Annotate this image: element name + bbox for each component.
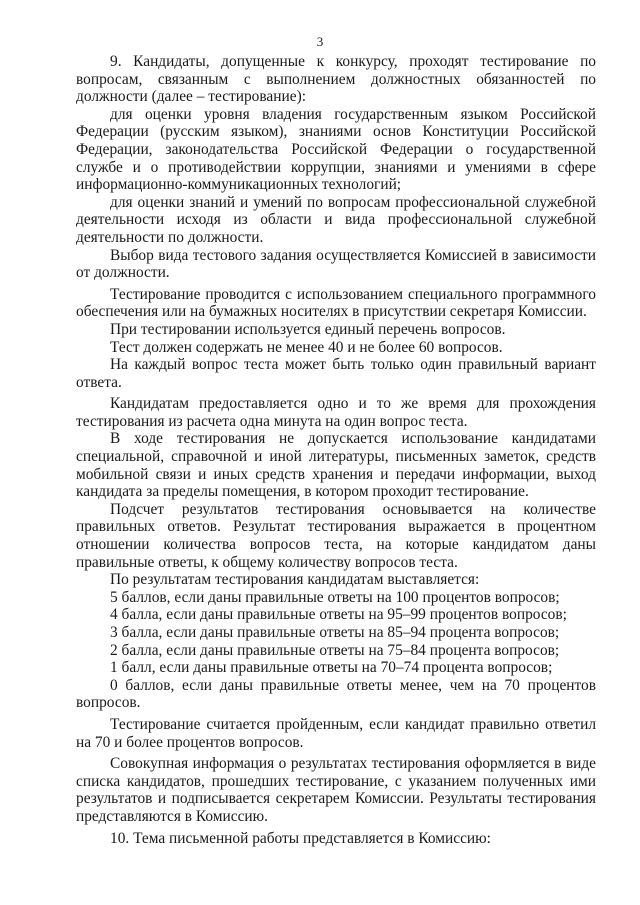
page-number: 3	[316, 34, 324, 49]
list-item: 2 балла, если даны правильные ответы на 75–84 процента вопросов;	[110, 641, 560, 659]
paragraph: При тестировании используется единый перечень вопросов.	[110, 320, 506, 338]
paragraph: Выбор вида тестового задания осуществляется Комиссией в зависимости от должности.	[76, 246, 596, 282]
paragraph: Тест должен содержать не менее 40 и не более 60 вопросов.	[110, 338, 503, 356]
list-item: 3 балла, если даны правильные ответы на 85–94 процента вопросов;	[110, 624, 560, 641]
list-item: 4 балла, если даны правильные ответы на 95–99 процентов вопросов;	[110, 606, 567, 624]
paragraph: для оценки знаний и умений по вопросам профессиональной служебной деятельности исходя из области и вида профессиональной служебной деятельности по должности.	[76, 193, 596, 246]
paragraph: 10. Тема письменной работы представляется в Комиссию:	[110, 829, 491, 847]
paragraph: Тестирование проводится с использованием специального программного обеспечения или на бумажных носителях в присутствии секретаря Комиссии.	[76, 285, 596, 321]
paragraph: для оценки уровня владения государственным языком Российской Федерации (русским языком), знаниями основ Конституции Российской Федерации, законодательства Российской Федерации о государственной службе и о противодействии коррупции, знаниями и умениями в сфере информационно-коммуникационных технологий;	[76, 105, 596, 194]
paragraph: Тестирование считается пройденным, если кандидат правильно ответил на 70 и более процентов вопросов.	[76, 715, 596, 751]
document-body	[76, 53, 596, 847]
paragraph: 9. Кандидаты, допущенные к конкурсу, проходят тестирование по вопросам, связанным с выполнением должностных обязанностей по должности (далее – тестирование):	[76, 53, 596, 106]
paragraph: Кандидатам предоставляется одно и то же время для прохождения тестирования из расчета одна минута на один вопрос теста.	[76, 395, 596, 430]
paragraph: Подсчет результатов тестирования основывается на количестве правильных ответов. Результат тестирования выражается в процентном отношении количества вопросов теста, на которые кандидатом даны правильные ответы, к общему количеству вопросов теста.	[76, 500, 596, 571]
list-item: 0 баллов, если даны правильные ответы менее, чем на 70 процентов вопросов.	[76, 676, 596, 712]
paragraph: Совокупная информация о результатах тестирования оформляется в виде списка кандидатов, прошедших тестирование, с указанием полученных ими результатов и подписывается секретарем Комиссии. Результаты тестирования представляются в Комиссию.	[76, 755, 596, 825]
list-item: 1 балл, если даны правильные ответы на 70–74 процента вопросов;	[110, 659, 553, 677]
list-item: По результатам тестирования кандидатам выставляется:	[110, 571, 480, 589]
paragraph: В ходе тестирования не допускается использование кандидатами специальной, справочной и иной литературы, письменных заметок, средств мобильной связи и иных средств хранения и передачи информации, выход кандидата за пределы помещения, в котором проходит тестирование.	[76, 430, 596, 501]
paragraph: На каждый вопрос теста может быть только один правильный вариант ответа.	[76, 356, 596, 391]
list-item: 5 баллов, если даны правильные ответы на 100 процентов вопросов;	[110, 588, 560, 606]
